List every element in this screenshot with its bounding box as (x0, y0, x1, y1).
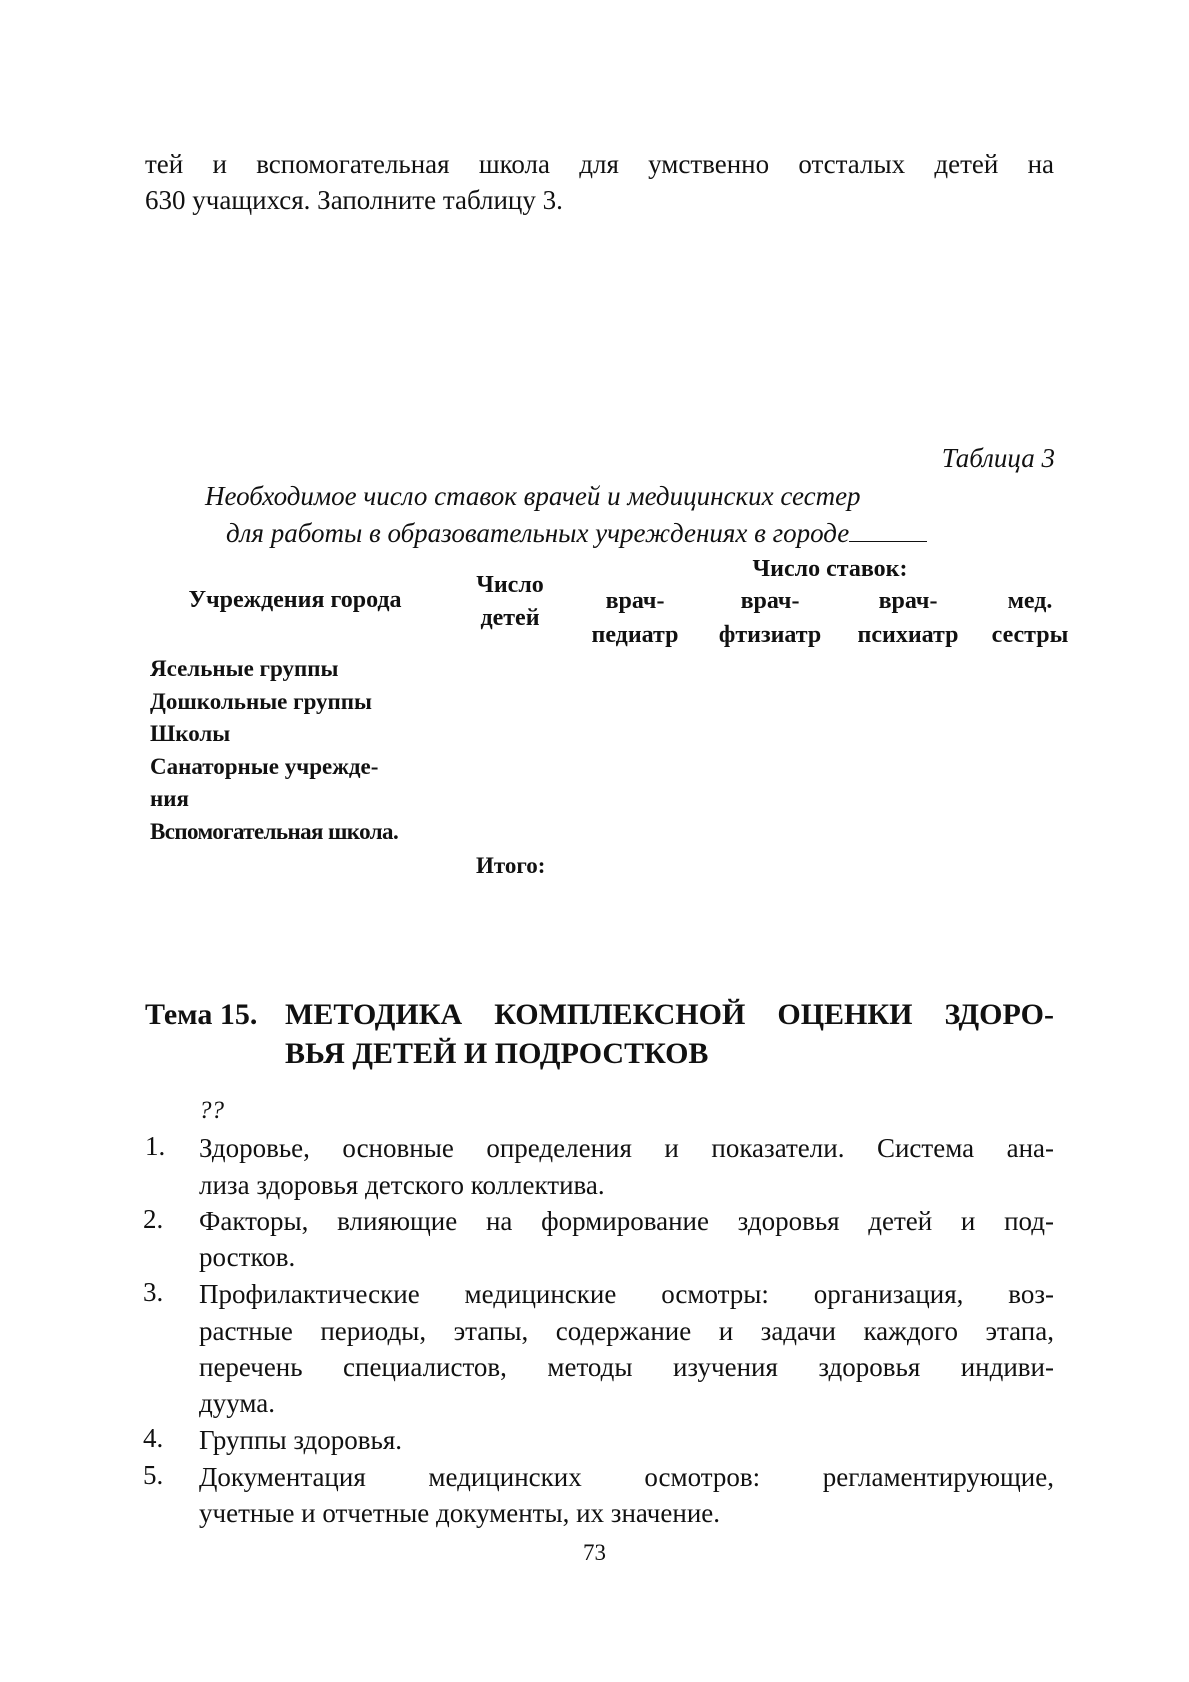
col-header-pediatrician-1: врач- (605, 588, 665, 614)
question-line: дуума. (199, 1388, 276, 1418)
table-row-label: Санаторные учрежде- (150, 754, 379, 779)
question-number: 3. (143, 1277, 164, 1307)
col-header-nurses-2: сестры (991, 622, 1069, 648)
col-header-psychiatrist-2: психиатр (857, 622, 959, 648)
topic-label: Тема 15. (145, 998, 258, 1031)
question-line: Здоровье, основные определения и показатели. Система ана- (199, 1133, 1054, 1163)
topic-title-line-2: ВЬЯ ДЕТЕЙ И ПОДРОСТКОВ (285, 1037, 709, 1070)
col-header-nurses-1: мед. (1007, 588, 1053, 614)
question-line: Факторы, влияющие на формирование здоровья детей и под- (199, 1206, 1054, 1236)
col-header-positions: Число ставок: (752, 556, 908, 582)
question-line: ростков. (199, 1242, 296, 1272)
col-header-pediatrician-2: педиатр (591, 622, 679, 648)
intro-line-2: 630 учащихся. Заполните таблицу 3. (145, 185, 563, 215)
table-row-label: Ясельные группы (150, 656, 339, 681)
table-row-label: ния (150, 786, 189, 811)
city-blank (849, 517, 927, 542)
question-line: лиза здоровья детского коллектива. (199, 1170, 605, 1200)
table-title-line-1: Необходимое число ставок врачей и медицинских сестер (205, 481, 861, 511)
question-number: 2. (143, 1204, 164, 1234)
col-header-children-2: детей (480, 605, 540, 631)
question-line: Профилактические медицинские осмотры: организация, воз- (199, 1279, 1054, 1309)
topic-title-line-1: МЕТОДИКА КОМПЛЕКСНОЙ ОЦЕНКИ ЗДОРО- (285, 998, 1054, 1031)
question-line: Документация медицинских осмотров: регламентирующие, (199, 1462, 1054, 1492)
table-label: Таблица 3 (941, 443, 1055, 473)
col-header-psychiatrist-1: врач- (878, 588, 938, 614)
question-number: 5. (143, 1460, 164, 1490)
col-header-institutions: Учреждения города (188, 587, 402, 613)
page-number: 73 (583, 1540, 606, 1565)
table-row-label: Вспомогательная школа. (150, 819, 399, 844)
question-line: растные периоды, этапы, содержание и задачи каждого этапа, (199, 1316, 1054, 1346)
col-header-phthisiatrician-1: врач- (740, 588, 800, 614)
intro-line-1: тей и вспомогательная школа для умственно отсталых детей на (145, 149, 1054, 179)
table-row-label: Дошкольные группы (150, 689, 373, 714)
question-number: 4. (143, 1423, 164, 1453)
question-line: учетные и отчетные документы, их значение. (199, 1498, 721, 1528)
col-header-phthisiatrician-2: фтизиатр (718, 622, 822, 648)
question-number: 1. (145, 1131, 166, 1161)
table-total-label: Итого: (476, 853, 546, 878)
question-line: перечень специалистов, методы изучения здоровья индиви- (199, 1352, 1054, 1382)
table-title-line-2: для работы в образовательных учреждениях в городе (226, 515, 927, 551)
col-header-children-1: Число (476, 572, 544, 598)
questions-icon: ?? (199, 1097, 224, 1124)
table-row-label: Школы (150, 721, 231, 746)
question-line: Группы здоровья. (199, 1425, 402, 1455)
